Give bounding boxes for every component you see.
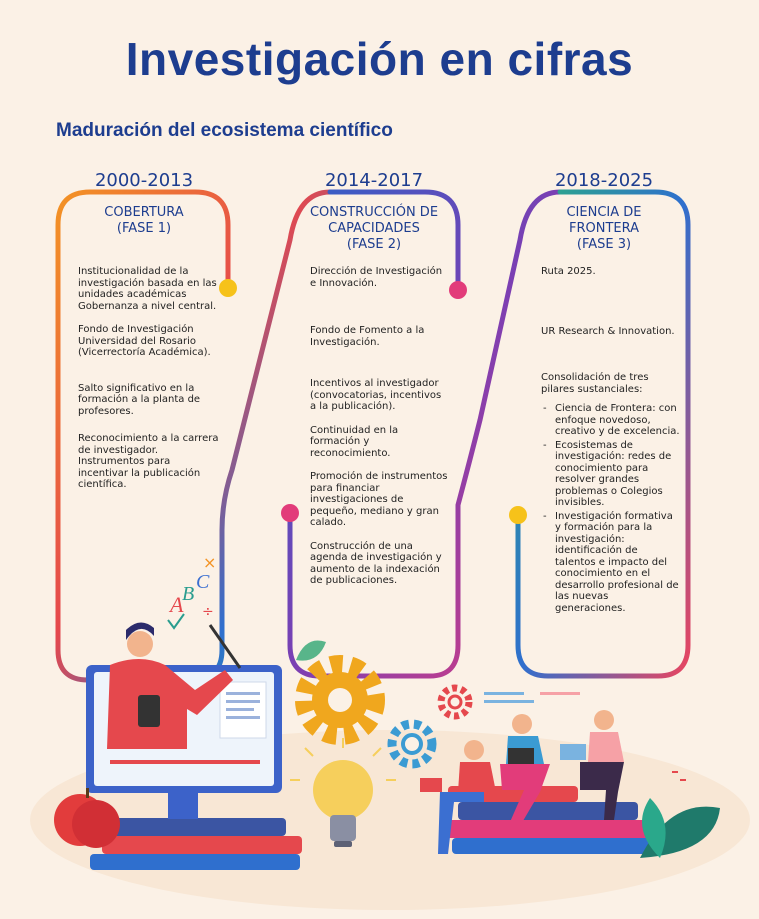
phase2-item: Construcción de una agenda de investigación y aumento de la indexación de publicaciones. <box>310 540 442 586</box>
list-item: - Ecosistemas de investigación: redes de conocimiento para resolver grandes problemas o Colegios invisibles. <box>555 440 681 509</box>
phase1-item: Fondo de Investigación Universidad del Rosario (Vicerrectoría Académica). <box>78 324 211 358</box>
phase3-item: UR Research & Innovation. <box>541 325 675 337</box>
phase2-item: Promoción de instrumentos para financiar investigaciones de pequeño, mediano y gran calado. <box>310 471 448 528</box>
phase1-item: Reconocimiento a la carrera de investigador. Instrumentos para incentivar la publicación científica. <box>78 433 219 490</box>
phase1-item: Salto significativo en la formación a la planta de profesores. <box>78 382 201 417</box>
svg-text:A: A <box>170 592 184 617</box>
phase1-dot <box>219 279 237 297</box>
page-title: Investigación en cifras <box>125 33 634 85</box>
svg-text:÷: ÷ <box>202 604 214 620</box>
page-subtitle: Maduración del ecosistema científico <box>56 120 393 141</box>
phase2-title: CONSTRUCCIÓN DE CAPACIDADES (FASE 2) <box>309 205 439 252</box>
phase1-period: 2000-2013 <box>94 170 194 191</box>
phase2-item: Fondo de Fomento a la Investigación. <box>310 325 425 348</box>
svg-text:×: × <box>203 553 217 572</box>
phase1-title: COBERTURA (FASE 1) <box>104 205 184 236</box>
phase3-content <box>541 266 681 616</box>
phase3-period: 2018-2025 <box>554 170 654 191</box>
svg-text:C: C <box>196 571 210 593</box>
phase2-content <box>310 266 450 599</box>
svg-text:B: B <box>182 583 195 605</box>
phase2-item: Continuidad en la formación y reconocimiento. <box>310 424 399 459</box>
phase2-period: 2014-2017 <box>324 170 424 191</box>
list-item: - Ciencia de Frontera: con enfoque novedoso, creativo y de excelencia. <box>555 403 681 438</box>
phase2-item: Incentivos al investigador (convocatorias, incentivos a la publicación). <box>310 378 442 412</box>
phase3-title: CIENCIA DE FRONTERA (FASE 3) <box>566 205 642 252</box>
phase3-item: Consolidación de tres pilares sustanciales: <box>541 372 649 395</box>
phase3-item: Ruta 2025. <box>541 266 596 277</box>
phase2-item: Dirección de Investigación e Innovación. <box>310 266 443 289</box>
phase1-content <box>78 266 220 503</box>
phase1-item: Institucionalidad de la investigación basada en las unidades académicas Gobernanza a nivel central. <box>78 266 217 312</box>
list-item: - Investigación formativa y formación para la investigación: identificación de talentos e impacto del conocimiento en el desarrollo profesional de las nuevas generaciones. <box>555 511 681 615</box>
phase3-pillars-list <box>541 403 681 614</box>
